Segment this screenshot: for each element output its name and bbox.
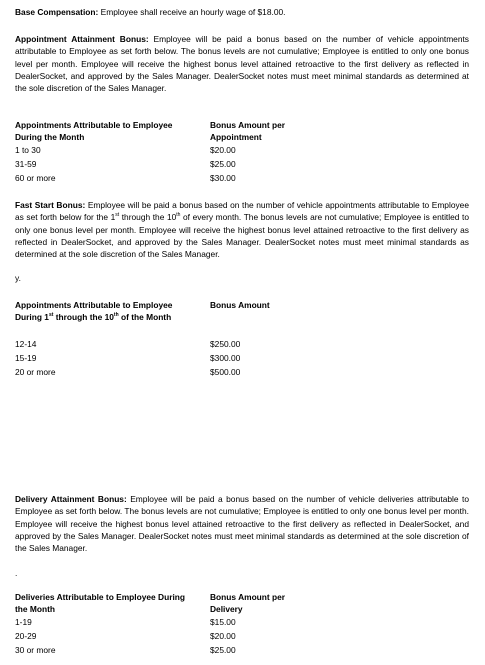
fast-start-header-b: through the 10 xyxy=(53,311,114,322)
table-row-amount: $25.00 xyxy=(210,159,236,169)
table-row-range: 15-19 xyxy=(15,353,37,363)
fast-start-header-sup-th: th xyxy=(113,311,119,318)
delivery-table-header-amount: Bonus Amount per Delivery xyxy=(210,592,286,614)
appointment-bonus-heading: Appointment Attainment Bonus: xyxy=(15,34,149,44)
delivery-bonus-paragraph xyxy=(15,493,469,554)
fast-start-trailing-text: y. xyxy=(15,273,21,283)
table-row-amount: $250.00 xyxy=(210,339,241,349)
fast-start-header-a: Appointments Attributable to Employee During 1 xyxy=(15,300,173,322)
base-compensation-text: Employee shall receive an hourly wage of $18.00. xyxy=(98,7,286,17)
table-row-amount: $300.00 xyxy=(210,353,241,363)
table-row-range: 31-59 xyxy=(15,159,37,169)
fast-start-table-header-count xyxy=(15,300,200,323)
table-row-range: 20 or more xyxy=(15,367,56,377)
delivery-stray-mark: . xyxy=(15,568,18,578)
table-row-amount: $30.00 xyxy=(210,173,236,183)
appointment-bonus-text: Employee will be paid a bonus based on the number of vehicle appointments attributable to Employee as set forth below. The bonus levels are not cumulative; Employee is entitled to only one bonus level per month. Employee will receive the highest bonus level attained retroactive to the first delivery as reflected in DealerSocket, and approved by the Sales Manager. DealerSocket notes must meet minimal standards as determined at the sole discretion of the Sales Manager. xyxy=(15,34,469,94)
table-row-range: 60 or more xyxy=(15,173,56,183)
table-row-range: 20-29 xyxy=(15,631,37,641)
fast-start-header-sup-st: st xyxy=(48,311,54,318)
table-row-amount: $500.00 xyxy=(210,367,241,377)
base-compensation-paragraph xyxy=(15,6,285,18)
fast-start-bonus-paragraph xyxy=(15,199,469,260)
delivery-table-header-count: Deliveries Attributable to Employee During the Month xyxy=(15,592,186,614)
delivery-bonus-heading: Delivery Attainment Bonus: xyxy=(15,494,127,504)
fast-start-sup-th: th xyxy=(176,212,181,219)
table-row-range: 1-19 xyxy=(15,617,32,627)
fast-start-text-c: of every month. The bonus levels are not cumulative; Employee is entitled to only one bonus level per month. Employee will receive the highest bonus level attained retroactive to the first delivery as reflected in DealerSocket, and approved by the Sales Manager. DealerSocket notes must meet minimal standards as determined at the sole discretion of the Sales Manager. xyxy=(15,212,470,260)
table-row-amount: $20.00 xyxy=(210,631,236,641)
fast-start-sup-st: st xyxy=(115,212,120,219)
appointment-bonus-paragraph xyxy=(15,33,469,94)
delivery-bonus-text: Employee will be paid a bonus based on the number of vehicle deliveries attributable to Employee as set forth below. The bonus levels are not cumulative; Employee is entitled to only one bonus level per month. Employee will receive the highest bonus level attained retroactive to the first delivery as reflected in DealerSocket, and approved by the Sales Manager. DealerSocket notes must meet minimal standards as determined at the sole discretion of the Sales Manager. xyxy=(15,494,469,554)
fast-start-bonus-heading: Fast Start Bonus: xyxy=(15,200,86,210)
appointment-table-header-count: Appointments Attributable to Employee During the Month xyxy=(15,120,173,142)
fast-start-table-header-amount: Bonus Amount xyxy=(210,300,270,310)
fast-start-header-c: of the Month xyxy=(118,311,172,322)
fast-start-text-b: through the 10 xyxy=(119,212,177,223)
appointment-table-header-amount: Bonus Amount per Appointment xyxy=(210,120,286,142)
table-row-amount: $20.00 xyxy=(210,145,236,155)
table-row-range: 30 or more xyxy=(15,645,56,655)
table-row-range: 1 to 30 xyxy=(15,145,41,155)
fast-start-text-a: Employee will be paid a bonus based on the number of vehicle appointments attributable to Employee as set forth below for the 1 xyxy=(15,200,469,223)
table-row-range: 12-14 xyxy=(15,339,37,349)
table-row-amount: $15.00 xyxy=(210,617,236,627)
table-row-amount: $25.00 xyxy=(210,645,236,655)
base-compensation-heading: Base Compensation: xyxy=(15,7,99,17)
